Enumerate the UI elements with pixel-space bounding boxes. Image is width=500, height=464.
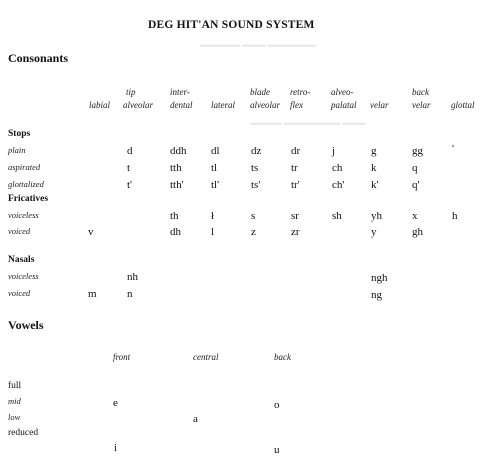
cell-glottalized-k: k' xyxy=(371,179,379,191)
cell-nasal-nh: nh xyxy=(127,271,138,283)
cell-fric-l: l xyxy=(211,226,215,238)
cell-nasal-ngh: ngh xyxy=(371,272,388,284)
group-nasals: Nasals xyxy=(8,255,35,265)
cell-glottalized-tr: tr' xyxy=(291,179,300,191)
vowel-e: e xyxy=(113,397,118,409)
col-velar: velar xyxy=(370,100,389,110)
cell-aspirated-ts: ts xyxy=(251,162,259,174)
cell-nasal-n: n xyxy=(127,288,133,300)
group-fricatives: Fricatives xyxy=(8,194,49,204)
cell-fric-z: z xyxy=(251,226,256,238)
cell-plain-j: j xyxy=(332,145,336,157)
col-glottal: glottal xyxy=(451,100,475,110)
cell-aspirated-tl: tl xyxy=(211,162,218,174)
cell-fric-h: h xyxy=(452,210,458,222)
cell-aspirated-tr: tr xyxy=(291,162,298,174)
cell-aspirated-ch: ch xyxy=(332,162,343,174)
row-label-plain: plain xyxy=(8,145,26,155)
page-title: DEG HIT'AN SOUND SYSTEM xyxy=(148,19,315,31)
cell-fric-x: x xyxy=(412,210,418,222)
cell-plain-dr: dr xyxy=(291,145,301,157)
col-top-back-velar: back xyxy=(412,87,429,97)
col-interdental: dental xyxy=(170,100,193,110)
group-stops: Stops xyxy=(8,129,31,139)
cell-nasal-m: m xyxy=(88,288,97,300)
vowel-col-front: front xyxy=(113,352,131,362)
vowel-o: o xyxy=(274,399,280,411)
col-labial: labial xyxy=(89,100,111,110)
cell-glottalized-t: t' xyxy=(127,179,133,191)
cell-aspirated-q: q xyxy=(412,162,418,174)
vowel-u: u xyxy=(274,444,280,456)
col-top-alveopalatal: alveo- xyxy=(331,87,354,97)
row-label-fric-voiceless: voiceless xyxy=(8,210,39,220)
cell-aspirated-k: k xyxy=(371,162,377,174)
cell-plain-g: g xyxy=(371,145,377,157)
cell-fric-zr: zr xyxy=(291,226,300,238)
col-top-interdental: inter- xyxy=(170,87,190,97)
col-back-velar: velar xyxy=(412,100,431,110)
cell-plain-d: d xyxy=(127,145,133,157)
col-top-retroflex: retro- xyxy=(290,87,311,97)
cell-plain-gg: gg xyxy=(412,145,423,157)
col-top-tip: tip xyxy=(126,87,136,97)
col-alveopalatal: palatal xyxy=(331,100,357,110)
cell-fric-s: s xyxy=(251,210,256,222)
cell-fric-sr: sr xyxy=(291,210,299,222)
vowel-row-mid: mid xyxy=(8,396,21,406)
cell-glottalized-q: q' xyxy=(412,179,420,191)
row-label-nasal-voiceless: voiceless xyxy=(8,271,39,281)
cell-fric-dh: dh xyxy=(170,226,181,238)
vowel-col-back: back xyxy=(274,352,291,362)
cell-fric-lh: ł xyxy=(211,210,215,222)
cell-plain-glottal: ' xyxy=(452,143,454,155)
consonants-heading: Consonants xyxy=(8,51,69,65)
row-label-nasal-voiced: voiced xyxy=(8,288,31,298)
cell-glottalized-ts: ts' xyxy=(251,179,261,191)
vowels-heading: Vowels xyxy=(8,318,44,332)
row-label-fric-voiced: voiced xyxy=(8,226,31,236)
col-tip-alveolar: alveolar xyxy=(123,100,153,110)
cell-fric-sh: sh xyxy=(332,210,342,222)
cell-fric-th: th xyxy=(170,210,179,222)
cell-fric-y: y xyxy=(371,226,377,238)
row-label-aspirated: aspirated xyxy=(8,162,41,172)
vowel-i: i xyxy=(114,442,118,454)
cell-fric-gh: gh xyxy=(412,226,423,238)
vowel-row-reduced: reduced xyxy=(8,428,39,438)
cell-plain-dz: dz xyxy=(251,145,262,157)
cell-plain-ddh: ddh xyxy=(170,145,187,157)
row-label-glottalized: glottalized xyxy=(8,179,44,189)
cell-nasal-ng: ng xyxy=(371,289,382,301)
vowel-row-full: full xyxy=(8,381,22,391)
cell-glottalized-tl: tl' xyxy=(211,179,220,191)
col-blade-alveolar: alveolar xyxy=(250,100,280,110)
cell-aspirated-t: t xyxy=(127,162,131,174)
vowel-a: a xyxy=(193,413,198,425)
cell-fric-v: v xyxy=(88,226,94,238)
col-top-blade: blade xyxy=(250,87,270,97)
vowel-row-low: low xyxy=(8,412,21,422)
cell-aspirated-tth: tth xyxy=(170,162,182,174)
cell-glottalized-ch: ch' xyxy=(332,179,345,191)
cell-plain-dl: dl xyxy=(211,145,220,157)
col-retroflex: flex xyxy=(290,100,303,110)
vowel-col-central: central xyxy=(193,352,219,362)
cell-fric-yh: yh xyxy=(371,210,382,222)
cell-glottalized-tth: tth' xyxy=(170,179,184,191)
col-lateral: lateral xyxy=(211,100,235,110)
